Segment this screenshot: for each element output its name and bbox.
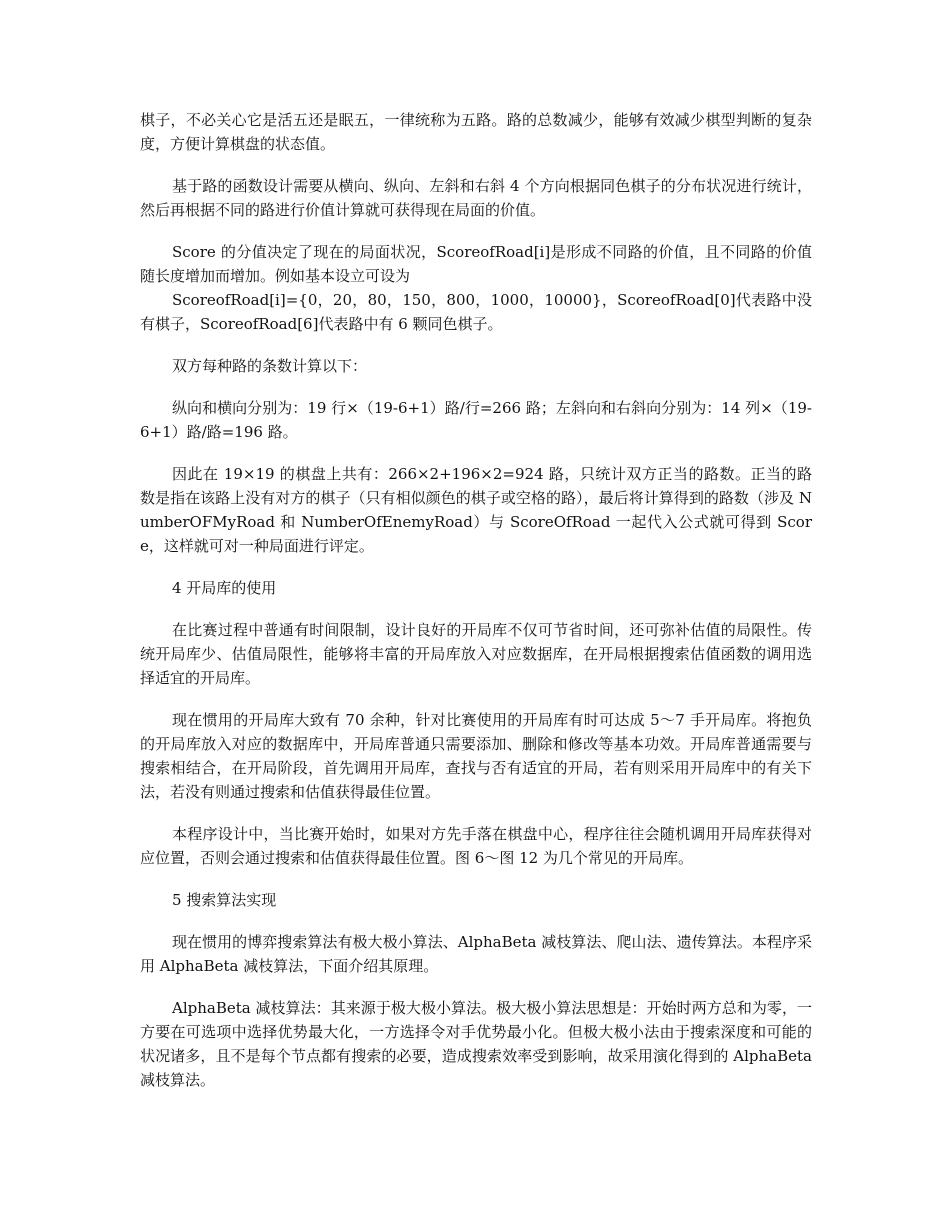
section-heading-opening-book: 4 开局库的使用	[172, 579, 277, 597]
paragraph-score-values: ScoreofRoad[i]={0，20，80，150，800，1000，10000}，ScoreofRoad[0]代表路中没有棋子，ScoreofRoad[6]代表路中有 6 颗同色棋子。	[140, 291, 812, 333]
paragraph-score-intro: Score 的分值决定了现在的局面状况，ScoreofRoad[i]是形成不同路的价值，且不同路的价值随长度增加而增加。例如基本设立可设为	[140, 243, 812, 285]
paragraph-road-function: 基于路的函数设计需要从横向、纵向、左斜和右斜 4 个方向根据同色棋子的分布状况进行统计，然后再根据不同的路进行价值计算就可获得现在局面的价值。	[140, 177, 812, 219]
paragraph-road-directions: 纵向和横向分别为：19 行×（19-6+1）路/行=266 路；左斜向和右斜向分别为：14 列×（19-6+1）路/路=196 路。	[140, 399, 812, 441]
paragraph-score	[140, 240, 812, 336]
section-heading-search-algorithm: 5 搜索算法实现	[172, 891, 277, 909]
paragraph-continuation: 棋子，不必关心它是活五还是眠五，一律统称为五路。路的总数减少，能够有效减少棋型判断的复杂度，方便计算棋盘的状态值。	[140, 111, 812, 153]
paragraph-alphabeta: AlphaBeta 减枝算法：其来源于极大极小算法。极大极小算法思想是：开始时两方总和为零，一方要在可选项中选择优势最大化，一方选择令对手优势最小化。但极大极小法由于搜索深度和可能的状况诸多，且不是每个节点都有搜索的必要，造成搜索效率受到影响，故采用演化得到的 AlphaBeta 减枝算法。	[140, 999, 812, 1089]
paragraph-opening-book-usage: 现在惯用的开局库大致有 70 余种，针对比赛使用的开局库有时可达成 5～7 手开局库。将抱负的开局库放入对应的数据库中，开局库普通只需要添加、删除和修改等基本功效。开局库普通需要与搜索相结合，在开局阶段，首先调用开局库，查找与否有适宜的开局，若有则采用开局库中的有关下法，若没有则通过搜索和估值获得最佳位置。	[140, 711, 812, 801]
paragraph-total-roads: 因此在 19×19 的棋盘上共有：266×2+196×2=924 路，只统计双方正当的路数。正当的路数是指在该路上没有对方的棋子（只有相似颜色的棋子或空格的路），最后将计算得到的路数（涉及 NumberOFMyRoad 和 NumberOfEnemyRoad）与 ScoreOfRoad 一起代入公式就可得到 Score，这样就可对一种局面进行评定。	[140, 465, 812, 555]
document-page	[140, 108, 812, 1110]
paragraph-search-algorithms: 现在惯用的博弈搜索算法有极大极小算法、AlphaBeta 减枝算法、爬山法、遗传算法。本程序采用 AlphaBeta 减枝算法，下面介绍其原理。	[140, 933, 812, 975]
paragraph-opening-book-purpose: 在比赛过程中普通有时间限制，设计良好的开局库不仅可节省时间，还可弥补估值的局限性。传统开局库少、估值局限性，能够将丰富的开局库放入对应数据库，在开局根据搜索估值函数的调用选择适宜的开局库。	[140, 621, 812, 687]
paragraph-program-design: 本程序设计中，当比赛开始时，如果对方先手落在棋盘中心，程序往往会随机调用开局库获得对应位置，否则会通过搜索和估值获得最佳位置。图 6～图 12 为几个常见的开局库。	[140, 825, 812, 867]
paragraph-road-count-intro: 双方每种路的条数计算以下：	[172, 357, 368, 375]
